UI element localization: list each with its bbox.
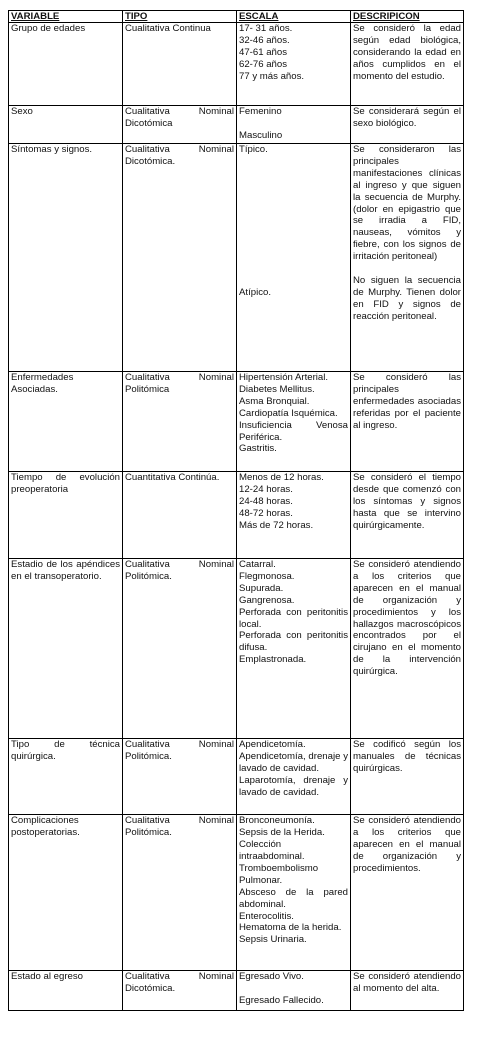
header-tipo: TIPO xyxy=(123,11,237,23)
variable-cell: Estado al egreso xyxy=(9,971,123,1011)
tipo-cell: Cuantitativa Continúa. xyxy=(123,472,237,559)
escala-item: Asma Bronquial. xyxy=(239,395,310,407)
escala-cell xyxy=(237,559,351,583)
escala-item: Egresado Vivo. xyxy=(239,971,304,983)
escala-cell xyxy=(237,583,351,739)
tipo-cell: Cualitativa Nominal Politómica. xyxy=(123,559,237,583)
header-variable: VARIABLE xyxy=(9,11,123,23)
descripcion-cell: Se codificó según los manuales de técnicas quirúrgicas. xyxy=(351,739,464,815)
table-row xyxy=(9,144,464,372)
escala-item: 62-76 años xyxy=(239,58,288,70)
escala-item: Colección intraabdominal. xyxy=(239,839,305,863)
escala-item: Insuficiencia Venosa Periférica. xyxy=(239,419,348,443)
escala-cell xyxy=(237,971,351,1011)
escala-item: Emplastronada. xyxy=(239,654,307,666)
header-escala: ESCALA xyxy=(237,11,351,23)
escala-item: Perforada con peritonitis difusa. xyxy=(239,630,348,654)
escala-item: 47-61 años xyxy=(239,46,288,58)
descripcion-cell: Se consideró atendiendo a los criterios que aparecen en el manual de organización y procedimientos. xyxy=(351,815,464,971)
descripcion-cell: Se consideró el tiempo desde que comenzó con los síntomas y signos hasta que se intervino quirúrgicamente. xyxy=(351,472,464,559)
escala-item: Bronconeumonía. xyxy=(239,815,315,827)
escala-item: Sepsis de la Herida. xyxy=(239,827,325,839)
escala-item: Laparotomía, drenaje y lavado de cavidad. xyxy=(239,775,348,798)
escala-item: Flegmonosa. xyxy=(239,570,295,582)
escala-item: Egresado Fallecido. xyxy=(239,995,324,1007)
table-row xyxy=(9,739,464,815)
escala-item: 24-48 horas. xyxy=(239,495,293,507)
escala-item: Supurada. xyxy=(239,582,284,594)
escala-item: Enterocolitis. xyxy=(239,910,294,922)
descripcion-cell: Se considerará según el sexo biológico. xyxy=(351,106,464,144)
escala-item: Hematoma de la herida. xyxy=(239,922,342,934)
tipo-cell: Cualitativa Nominal Dicotómica. xyxy=(123,971,237,1011)
escala-cell xyxy=(237,815,351,971)
descripcion-cell xyxy=(351,144,464,372)
escala-item: Diabetes Mellitus. xyxy=(239,383,315,395)
tipo-cell: Cualitativa Nominal Politómica. xyxy=(123,815,237,971)
escala-item: Cardiopatía Isquémica. xyxy=(239,407,338,419)
escala-item: Absceso de la pared abdominal. xyxy=(239,886,348,910)
escala-cell xyxy=(237,23,351,106)
variables-table xyxy=(8,10,464,1011)
descripcion-tipico: Se consideraron las principales manifestaciones clínicas al ingreso y que siguen la secuencia de Murphy. (dolor en epigastrio que se irradia a FID, nauseas, vómitos y fiebre, con los signos de irritación peritoneal) xyxy=(353,144,461,263)
descripcion-cell: Se consideró las principales enfermedades asociadas referidas por el paciente al ingreso. xyxy=(351,372,464,472)
variable-cell: Tipo de técnica quirúrgica. xyxy=(9,739,123,815)
tipo-cell: Cualitativa Continua xyxy=(123,23,237,106)
escala-cell xyxy=(237,739,351,815)
escala-item: Perforada con peritonitis local. xyxy=(239,606,348,630)
variable-cell: Sexo xyxy=(9,106,123,144)
escala-item: Típico. xyxy=(239,144,268,155)
tipo-cell: Cualitativa Nominal Politómica. xyxy=(123,739,237,815)
escala-item: 17- 31 años. xyxy=(239,23,293,34)
escala-item: 12-24 horas. xyxy=(239,483,293,495)
table-row xyxy=(9,971,464,1011)
escala-cell xyxy=(237,144,351,372)
variable-cell: Tiempo de evolución preoperatoria xyxy=(9,472,123,559)
variable-cell: Complicaciones postoperatorias. xyxy=(9,815,123,971)
descripcion-cell: Se consideró atendiendo al momento del alta. xyxy=(351,971,464,1011)
descripcion-atipico: No siguen la secuencia de Murphy. Tienen dolor en FID y signos de reacción peritoneal. xyxy=(353,275,461,322)
escala-item: Apendicetomía, drenaje y lavado de cavidad. xyxy=(239,751,348,775)
escala-item: Atípico. xyxy=(239,286,271,298)
table-row xyxy=(9,23,464,106)
tipo-cell: Cualitativa Nominal Dicotómica xyxy=(123,106,237,144)
escala-item: Gastritis. xyxy=(239,443,277,455)
table-row xyxy=(9,472,464,559)
header-descripcion: DESCRIPICON xyxy=(351,11,464,23)
escala-item: Más de 72 horas. xyxy=(239,519,314,531)
table-row xyxy=(9,559,464,583)
escala-item: 48-72 horas. xyxy=(239,507,293,519)
escala-item: Femenino xyxy=(239,106,282,117)
escala-item: Menos de 12 horas. xyxy=(239,472,324,483)
escala-cell xyxy=(237,372,351,472)
escala-item: Apendicetomía. xyxy=(239,739,306,751)
escala-item: Gangrenosa. xyxy=(239,594,295,606)
table-header-row xyxy=(9,11,464,23)
escala-item: 77 y más años. xyxy=(239,70,305,82)
escala-item: Catarral. xyxy=(239,559,276,570)
escala-item: Hipertensión Arterial. xyxy=(239,372,329,383)
descripcion-cell: Se consideró atendiendo a los criterios que aparecen en el manual de organización y procedimientos y los hallazgos macroscópicos encontrados por el cirujano en el momento de la intervención quirúrgica. xyxy=(351,559,464,739)
table-row xyxy=(9,372,464,472)
table-row xyxy=(9,815,464,971)
escala-item: Tromboembolismo Pulmonar. xyxy=(239,862,319,886)
escala-item: 32-46 años. xyxy=(239,34,290,46)
variable-cell: Enfermedades Asociadas. xyxy=(9,372,123,472)
variable-cell: Estadio de los apéndices en el transoperatorio. xyxy=(9,559,123,739)
table-row xyxy=(9,106,464,144)
escala-cell xyxy=(237,106,351,144)
escala-cell xyxy=(237,472,351,559)
escala-item: Sepsis Urinaria. xyxy=(239,934,307,946)
tipo-cell: Cualitativa Nominal Dicotómica. xyxy=(123,144,237,372)
escala-item: Masculino xyxy=(239,129,283,141)
variable-cell: Síntomas y signos. xyxy=(9,144,123,372)
variable-cell: Grupo de edades xyxy=(9,23,123,106)
tipo-cell: Cualitativa Nominal Politómica xyxy=(123,372,237,472)
descripcion-cell: Se consideró la edad según edad biológica, considerando la edad en años cumplidos en el momento del estudio. xyxy=(351,23,464,106)
tipo-cell-empty xyxy=(123,583,237,739)
